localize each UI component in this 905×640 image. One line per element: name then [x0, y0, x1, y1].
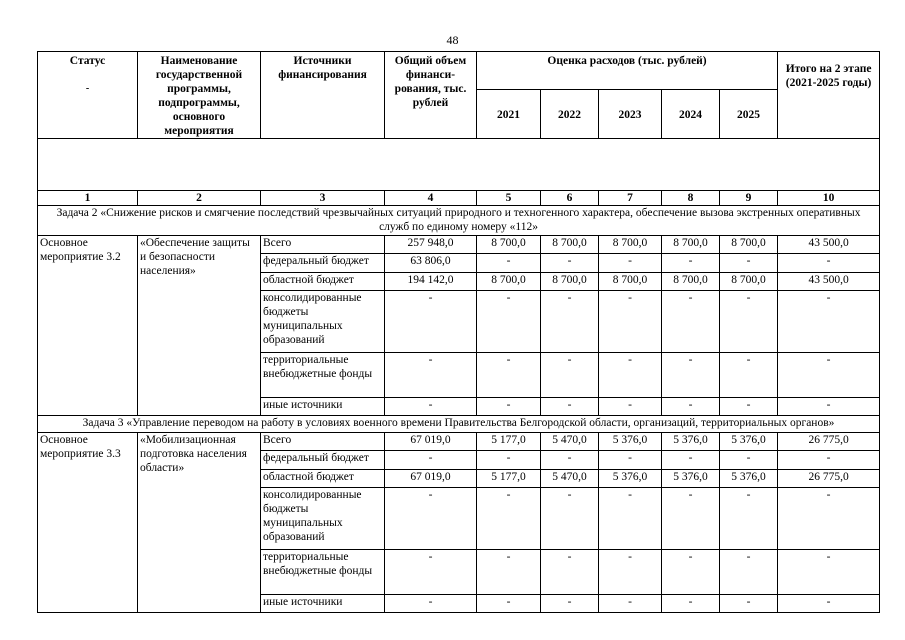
year-2025-cell: - — [720, 594, 778, 612]
source-cell: консолидированные бюджеты муниципальных образований — [261, 487, 385, 549]
column-number: 5 — [477, 191, 541, 206]
source-cell: консолидированные бюджеты муниципальных образований — [261, 291, 385, 353]
source-cell: областной бюджет — [261, 469, 385, 487]
task-row — [38, 416, 880, 433]
source-cell: территориальные внебюджетные фонды — [261, 549, 385, 594]
year-2023-cell: 5 376,0 — [599, 469, 662, 487]
column-number: 2 — [138, 191, 261, 206]
header-total: Общий объем финанси-рования, тыс. рублей — [385, 52, 477, 139]
year-2022-cell: - — [541, 254, 599, 273]
header-estimate: Оценка расходов (тыс. рублей) — [477, 52, 778, 90]
column-number: 10 — [778, 191, 880, 206]
year-2025-cell: - — [720, 353, 778, 398]
year-2024-cell: - — [662, 594, 720, 612]
stage-total-cell: - — [778, 594, 880, 612]
column-numbers-row — [38, 191, 880, 206]
year-2021-cell: - — [477, 254, 541, 273]
total-cell: - — [385, 487, 477, 549]
column-number: 3 — [261, 191, 385, 206]
source-cell: иные источники — [261, 594, 385, 612]
year-2023-cell: - — [599, 594, 662, 612]
page-number: 48 — [446, 33, 459, 47]
header-status: Статус - — [38, 52, 138, 139]
year-2025-cell: - — [720, 254, 778, 273]
stage-total-cell: 43 500,0 — [778, 273, 880, 291]
stage-total-cell: - — [778, 450, 880, 469]
year-2021-cell: - — [477, 353, 541, 398]
year-2021-cell: 8 700,0 — [477, 236, 541, 254]
column-number: 6 — [541, 191, 599, 206]
header-year: 2024 — [662, 89, 720, 138]
header-year: 2025 — [720, 89, 778, 138]
year-2024-cell: 8 700,0 — [662, 273, 720, 291]
source-cell: федеральный бюджет — [261, 254, 385, 273]
table-row — [38, 432, 880, 450]
column-number: 4 — [385, 191, 477, 206]
year-2021-cell: - — [477, 450, 541, 469]
year-2023-cell: - — [599, 254, 662, 273]
source-cell: Всего — [261, 432, 385, 450]
year-2022-cell: - — [541, 487, 599, 549]
year-2022-cell: - — [541, 450, 599, 469]
year-2021-cell: - — [477, 398, 541, 416]
total-cell: - — [385, 353, 477, 398]
column-number: 8 — [662, 191, 720, 206]
source-cell: территориальные внебюджетные фонды — [261, 353, 385, 398]
year-2021-cell: 5 177,0 — [477, 432, 541, 450]
total-cell: 257 948,0 — [385, 236, 477, 254]
year-2023-cell: 8 700,0 — [599, 236, 662, 254]
year-2021-cell: - — [477, 594, 541, 612]
total-cell: 63 806,0 — [385, 254, 477, 273]
header-year: 2023 — [599, 89, 662, 138]
stage-total-cell: - — [778, 398, 880, 416]
year-2025-cell: - — [720, 291, 778, 353]
year-2025-cell: 8 700,0 — [720, 273, 778, 291]
stage-total-cell: - — [778, 487, 880, 549]
header-year: 2021 — [477, 89, 541, 138]
year-2022-cell: 8 700,0 — [541, 273, 599, 291]
task-title: Задача 2 «Снижение рисков и смягчение последствий чрезвычайных ситуаций природного и техногенного характера, обеспечение вызова экстренных оперативных служб по единому номеру «112» — [38, 206, 880, 236]
total-cell: - — [385, 549, 477, 594]
year-2023-cell: 8 700,0 — [599, 273, 662, 291]
year-2025-cell: - — [720, 450, 778, 469]
year-2024-cell: - — [662, 291, 720, 353]
header-status-mark: - — [85, 83, 90, 94]
year-2022-cell: 5 470,0 — [541, 469, 599, 487]
column-number: 9 — [720, 191, 778, 206]
year-2022-cell: - — [541, 398, 599, 416]
year-2024-cell: - — [662, 549, 720, 594]
status-cell: Основное мероприятие 3.2 — [38, 236, 138, 416]
year-2024-cell: 8 700,0 — [662, 236, 720, 254]
year-2023-cell: - — [599, 549, 662, 594]
total-cell: 67 019,0 — [385, 432, 477, 450]
total-cell: 67 019,0 — [385, 469, 477, 487]
year-2024-cell: - — [662, 353, 720, 398]
financing-table — [37, 51, 880, 613]
year-2022-cell: - — [541, 291, 599, 353]
total-cell: - — [385, 450, 477, 469]
source-cell: областной бюджет — [261, 273, 385, 291]
header-year: 2022 — [541, 89, 599, 138]
stage-total-cell: 26 775,0 — [778, 432, 880, 450]
stage-total-cell: - — [778, 353, 880, 398]
year-2025-cell: - — [720, 487, 778, 549]
year-2021-cell: - — [477, 291, 541, 353]
year-2024-cell: - — [662, 398, 720, 416]
stage-total-cell: 43 500,0 — [778, 236, 880, 254]
status-cell: Основное мероприятие 3.3 — [38, 432, 138, 612]
year-2025-cell: - — [720, 549, 778, 594]
stage-total-cell: 26 775,0 — [778, 469, 880, 487]
stage-total-cell: - — [778, 291, 880, 353]
year-2021-cell: - — [477, 487, 541, 549]
year-2024-cell: 5 376,0 — [662, 469, 720, 487]
year-2024-cell: 5 376,0 — [662, 432, 720, 450]
source-cell: федеральный бюджет — [261, 450, 385, 469]
year-2022-cell: - — [541, 549, 599, 594]
total-cell: - — [385, 291, 477, 353]
year-2025-cell: - — [720, 398, 778, 416]
year-2022-cell: 8 700,0 — [541, 236, 599, 254]
program-name-cell: «Мобилизационная подготовка населения области» — [138, 432, 261, 612]
header-program: Наименование государственной программы, подпрограммы, основного мероприятия — [138, 52, 261, 139]
year-2022-cell: - — [541, 353, 599, 398]
year-2021-cell: 8 700,0 — [477, 273, 541, 291]
total-cell: 194 142,0 — [385, 273, 477, 291]
year-2023-cell: - — [599, 450, 662, 469]
source-cell: Всего — [261, 236, 385, 254]
year-2021-cell: 5 177,0 — [477, 469, 541, 487]
year-2023-cell: - — [599, 487, 662, 549]
year-2025-cell: 5 376,0 — [720, 469, 778, 487]
table-row — [38, 236, 880, 254]
year-2024-cell: - — [662, 254, 720, 273]
column-number: 1 — [38, 191, 138, 206]
header-sources: Источники финансирования — [261, 52, 385, 139]
column-number: 7 — [599, 191, 662, 206]
stage-total-cell: - — [778, 254, 880, 273]
year-2022-cell: - — [541, 594, 599, 612]
task-title: Задача 3 «Управление переводом на работу в условиях военного времени Правительства Белгородской области, организаций, территориальных органов» — [38, 416, 880, 433]
year-2023-cell: - — [599, 398, 662, 416]
total-cell: - — [385, 398, 477, 416]
year-2023-cell: - — [599, 291, 662, 353]
year-2024-cell: - — [662, 487, 720, 549]
year-2022-cell: 5 470,0 — [541, 432, 599, 450]
year-2023-cell: - — [599, 353, 662, 398]
year-2023-cell: 5 376,0 — [599, 432, 662, 450]
year-2025-cell: 8 700,0 — [720, 236, 778, 254]
task-row — [38, 206, 880, 236]
year-2024-cell: - — [662, 450, 720, 469]
header-result: Итого на 2 этапе (2021-2025 годы) — [778, 52, 880, 139]
source-cell: иные источники — [261, 398, 385, 416]
stage-total-cell: - — [778, 549, 880, 594]
year-2025-cell: 5 376,0 — [720, 432, 778, 450]
total-cell: - — [385, 594, 477, 612]
year-2021-cell: - — [477, 549, 541, 594]
program-name-cell: «Обеспечение защиты и безопасности населения» — [138, 236, 261, 416]
